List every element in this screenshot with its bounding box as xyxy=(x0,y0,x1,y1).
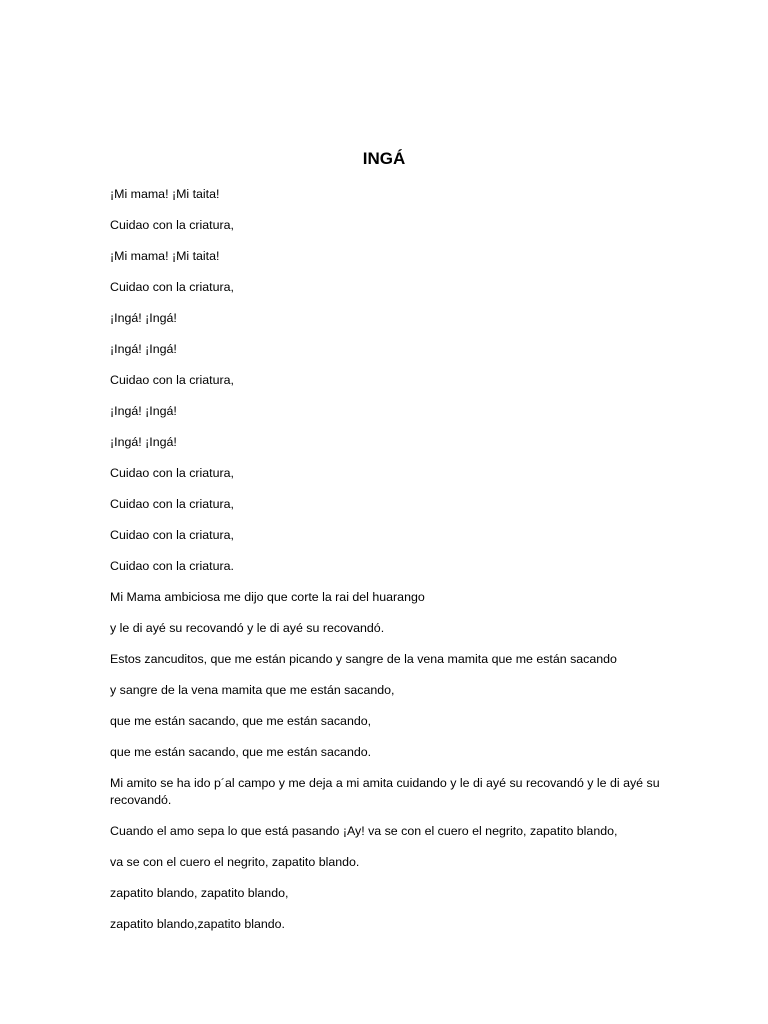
verse-line: Estos zancuditos, que me están picando y sangre de la vena mamita que me están sacando xyxy=(110,652,617,666)
verse-line: zapatito blando,zapatito blando. xyxy=(110,917,285,931)
verse-line: Cuando el amo sepa lo que está pasando ¡Ay! va se con el cuero el negrito, zapatito blando, xyxy=(110,824,618,838)
verse-line: ¡Ingá! ¡Ingá! xyxy=(110,311,177,325)
verse-line: Cuidao con la criatura. xyxy=(110,559,234,573)
verse-line: Cuidao con la criatura, xyxy=(110,373,234,387)
verse-line: ¡Ingá! ¡Ingá! xyxy=(110,435,177,449)
verse-list xyxy=(110,186,662,947)
verse-line: ¡Ingá! ¡Ingá! xyxy=(110,342,177,356)
verse-line: Cuidao con la criatura, xyxy=(110,466,234,480)
verse-line: ¡Ingá! ¡Ingá! xyxy=(110,404,177,418)
verse-line: Cuidao con la criatura, xyxy=(110,280,234,294)
verse-line: Cuidao con la criatura, xyxy=(110,497,234,511)
document-title: INGÁ xyxy=(362,149,406,168)
verse-line: que me están sacando, que me están sacando. xyxy=(110,745,372,759)
verse-line: y sangre de la vena mamita que me están sacando, xyxy=(110,683,395,697)
verse-line: ¡Mi mama! ¡Mi taita! xyxy=(110,249,220,263)
verse-line: va se con el cuero el negrito, zapatito blando. xyxy=(110,855,360,869)
verse-line: zapatito blando, zapatito blando, xyxy=(110,886,289,900)
verse-line: ¡Mi mama! ¡Mi taita! xyxy=(110,187,220,201)
verse-line: Cuidao con la criatura, xyxy=(110,218,234,232)
verse-line: que me están sacando, que me están sacando, xyxy=(110,714,372,728)
verse-line: Mi Mama ambiciosa me dijo que corte la rai del huarango xyxy=(110,590,425,604)
verse-line: Cuidao con la criatura, xyxy=(110,528,234,542)
verse-line: y le di ayé su recovandó y le di ayé su recovandó. xyxy=(110,621,385,635)
verse-line: Mi amito se ha ido p´al campo y me deja a mi amita cuidando y le di ayé su recovandó y le di ayé su recovandó. xyxy=(110,776,660,807)
